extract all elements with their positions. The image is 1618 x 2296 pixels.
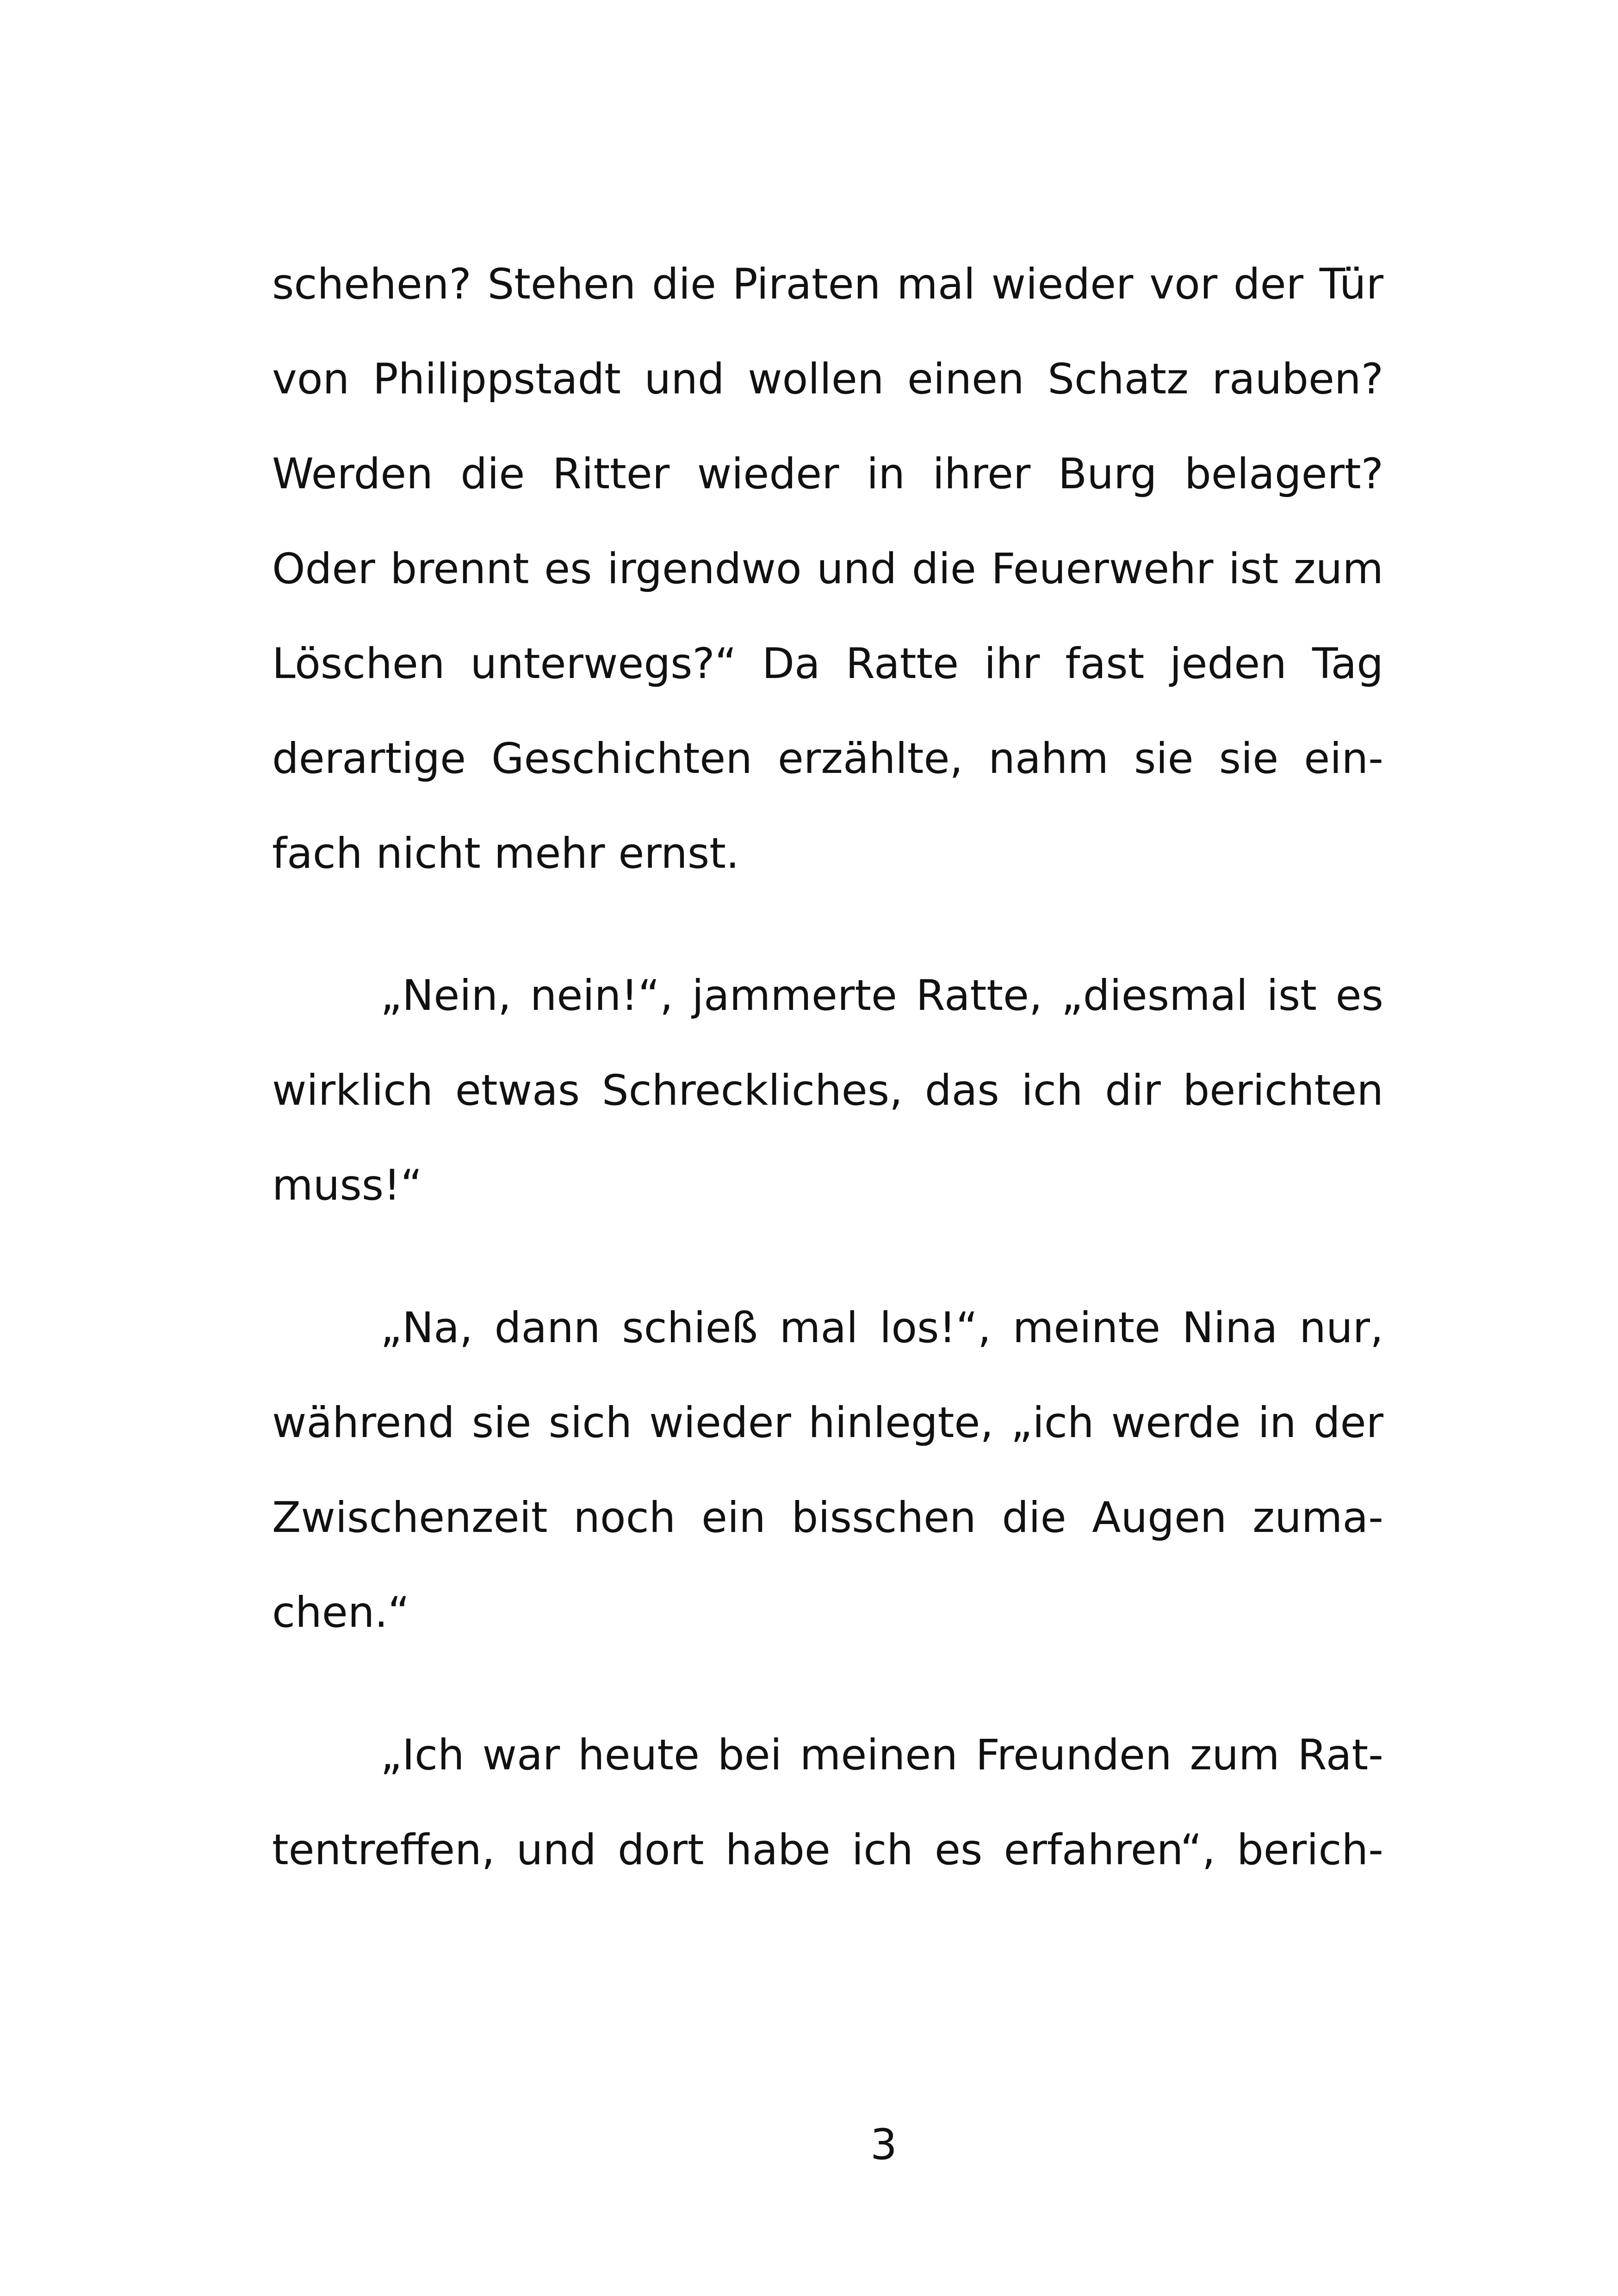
text-line: Oder brennt es irgendwo und die Feuerwehr ist zum: [272, 545, 1383, 593]
text-line: fach nicht mehr ernst.: [272, 829, 739, 878]
text-line: chen.“: [272, 1588, 410, 1637]
text-line: derartige Geschichten erzählte, nahm sie sie ein-: [272, 734, 1383, 783]
text-line: während sie sich wieder hinlegte, „ich werde in der: [272, 1399, 1383, 1447]
text-line: muss!“: [272, 1161, 422, 1210]
text-line: wirklich etwas Schreckliches, das ich dir berichten: [272, 1066, 1383, 1115]
text-line: „Nein, nein!“, jammerte Ratte, „diesmal ist es: [380, 971, 1383, 1020]
text-line: „Ich war heute bei meinen Freunden zum Rat-: [380, 1731, 1383, 1780]
text-line: tentreffen, und dort habe ich es erfahren“, berich-: [272, 1826, 1383, 1874]
text-line: Werden die Ritter wieder in ihrer Burg belagert?: [272, 450, 1383, 498]
page-number: 3: [870, 2121, 897, 2169]
text-line: von Philippstadt und wollen einen Schatz rauben?: [272, 355, 1383, 404]
text-line: Zwischenzeit noch ein bisschen die Augen zuma-: [272, 1493, 1383, 1542]
text-line: „Na, dann schieß mal los!“, meinte Nina nur,: [380, 1304, 1383, 1352]
text-line: schehen? Stehen die Piraten mal wieder vor der Tür: [272, 260, 1383, 309]
text-line: Löschen unterwegs?“ Da Ratte ihr fast jeden Tag: [272, 640, 1383, 688]
